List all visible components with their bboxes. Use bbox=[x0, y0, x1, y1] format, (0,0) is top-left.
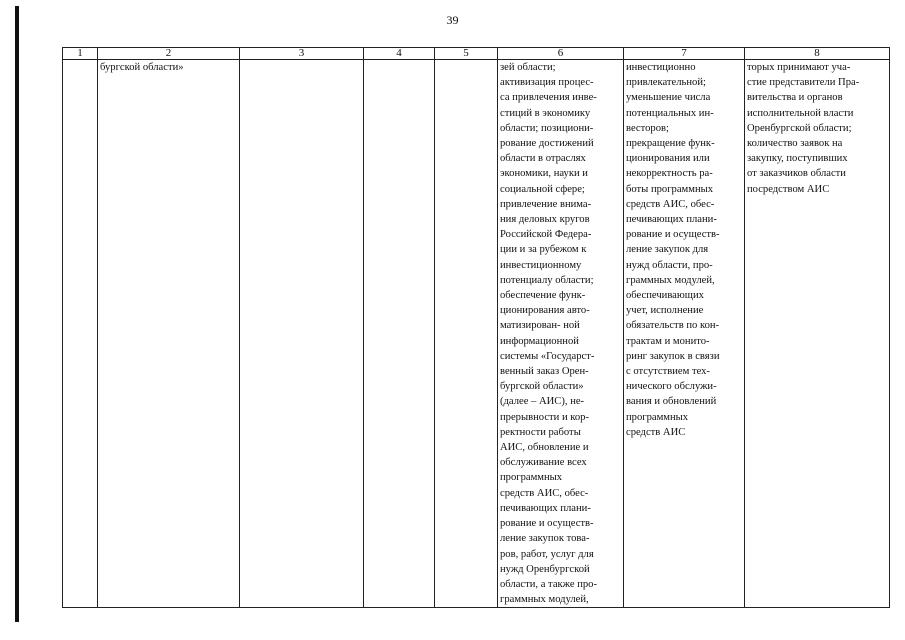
column-number-8: 8 bbox=[745, 48, 890, 60]
cell-line: привлечение внима- bbox=[500, 198, 592, 210]
cell-line: закупку, поступивших bbox=[747, 153, 848, 165]
cell-line: ректности работы bbox=[500, 426, 581, 438]
binding-edge-bar bbox=[15, 6, 19, 622]
cell-line: прерывности и кор- bbox=[500, 411, 590, 423]
cell-line: потенциальных ин- bbox=[626, 107, 714, 119]
cell-line: АИС, обновление и bbox=[500, 442, 589, 454]
cell-line: весторов; bbox=[626, 122, 669, 134]
cell-line: средств АИС, обес- bbox=[500, 487, 589, 499]
cell-line: венный заказ Орен- bbox=[500, 366, 589, 378]
column-number-7: 7 bbox=[624, 48, 745, 60]
column-number-3: 3 bbox=[240, 48, 364, 60]
cell-line: ционирования авто- bbox=[500, 305, 590, 317]
cell-line: активизация процес- bbox=[500, 77, 594, 89]
column-number-4: 4 bbox=[364, 48, 435, 60]
column-number-1: 1 bbox=[63, 48, 98, 60]
cell-line: зей области; bbox=[500, 62, 556, 73]
cell-line: учет, исполнение bbox=[626, 305, 704, 317]
column-number-5: 5 bbox=[435, 48, 498, 60]
cell-line: уменьшение числа bbox=[626, 92, 711, 104]
cell-line: печивающих плани- bbox=[500, 502, 591, 514]
cell-line: экономики, науки и bbox=[500, 168, 588, 180]
cell-line: с отсутствием тех- bbox=[626, 366, 710, 378]
cell-col-4 bbox=[364, 60, 435, 608]
cell-line: области в отраслях bbox=[500, 153, 586, 165]
cell-line: граммных модулей, bbox=[626, 274, 715, 286]
cell-line: привлекательной; bbox=[626, 77, 706, 89]
cell-line: потенциалу области; bbox=[500, 274, 594, 286]
cell-line: обеспечивающих bbox=[626, 290, 704, 302]
cell-line: рование достижений bbox=[500, 138, 594, 150]
cell-line: Оренбургской области; bbox=[747, 122, 852, 134]
cell-line: трактам и монито- bbox=[626, 335, 710, 347]
cell-line: бургской области» bbox=[100, 62, 184, 73]
cell-col-1 bbox=[63, 60, 98, 608]
cell-line: инвестиционному bbox=[500, 259, 582, 271]
document-table bbox=[62, 47, 890, 608]
cell-line: средств АИС bbox=[626, 426, 686, 438]
cell-col-3 bbox=[240, 60, 364, 608]
cell-col-8 bbox=[745, 60, 890, 608]
cell-line: печивающих плани- bbox=[626, 214, 717, 226]
cell-line: посредством АИС bbox=[747, 183, 830, 195]
cell-line: от заказчиков области bbox=[747, 168, 846, 180]
cell-line: нужд Оренбургской bbox=[500, 563, 590, 575]
cell-line: бургской области» bbox=[500, 381, 584, 393]
cell-line: обслуживание всех bbox=[500, 457, 587, 469]
cell-line: обеспечение функ- bbox=[500, 290, 586, 302]
cell-line: системы «Государст- bbox=[500, 350, 595, 362]
cell-line: ционирования или bbox=[626, 153, 710, 165]
cell-line: рование и осуществ- bbox=[500, 518, 594, 530]
cell-line: боты программных bbox=[626, 183, 714, 195]
cell-line: инвестиционно bbox=[626, 62, 696, 73]
cell-line: ции и за рубежом к bbox=[500, 244, 587, 256]
cell-line: программных bbox=[500, 472, 563, 484]
cell-line: информационной bbox=[500, 335, 579, 347]
cell-col-6 bbox=[498, 60, 624, 608]
cell-line: стиций в экономику bbox=[500, 107, 591, 119]
cell-line: нужд области, про- bbox=[626, 259, 713, 271]
cell-col-2 bbox=[98, 60, 240, 608]
cell-line: программных bbox=[626, 411, 689, 423]
column-number-6: 6 bbox=[498, 48, 624, 60]
page-number: 39 bbox=[446, 13, 459, 27]
cell-line: ния деловых кругов bbox=[500, 214, 590, 226]
cell-line: ление закупок това- bbox=[500, 533, 590, 545]
cell-line: нического обслужи- bbox=[626, 381, 717, 393]
cell-line: исполнительной власти bbox=[747, 107, 854, 119]
table-row bbox=[63, 60, 890, 608]
column-number-row bbox=[63, 48, 890, 60]
cell-line: вания и обновлений bbox=[626, 396, 717, 408]
cell-line: вительства и органов bbox=[747, 92, 843, 104]
cell-line: Российской Федера- bbox=[500, 229, 592, 241]
cell-line: социальной сфере; bbox=[500, 183, 585, 195]
cell-line: (далее – АИС), не- bbox=[500, 396, 585, 408]
cell-line: области; позициони- bbox=[500, 122, 594, 134]
cell-line: средств АИС, обес- bbox=[626, 198, 715, 210]
cell-line: области, а также про- bbox=[500, 578, 597, 590]
cell-line: стие представители Пра- bbox=[747, 77, 860, 89]
cell-line: количество заявок на bbox=[747, 138, 843, 150]
cell-line: рование и осуществ- bbox=[626, 229, 720, 241]
cell-col-5 bbox=[435, 60, 498, 608]
cell-line: некорректность ра- bbox=[626, 168, 713, 180]
cell-line: ров, работ, услуг для bbox=[500, 548, 594, 560]
column-number-2: 2 bbox=[98, 48, 240, 60]
cell-line: торых принимают уча- bbox=[747, 62, 851, 73]
cell-line: обязательств по кон- bbox=[626, 320, 720, 332]
cell-line: ление закупок для bbox=[626, 244, 709, 256]
cell-line: ринг закупок в связи bbox=[626, 350, 720, 362]
cell-line: граммных модулей, bbox=[500, 594, 589, 606]
cell-line: са привлечения инве- bbox=[500, 92, 597, 104]
cell-col-7 bbox=[624, 60, 745, 608]
cell-line: матизирован- ной bbox=[500, 320, 580, 332]
cell-line: прекращение функ- bbox=[626, 138, 715, 150]
